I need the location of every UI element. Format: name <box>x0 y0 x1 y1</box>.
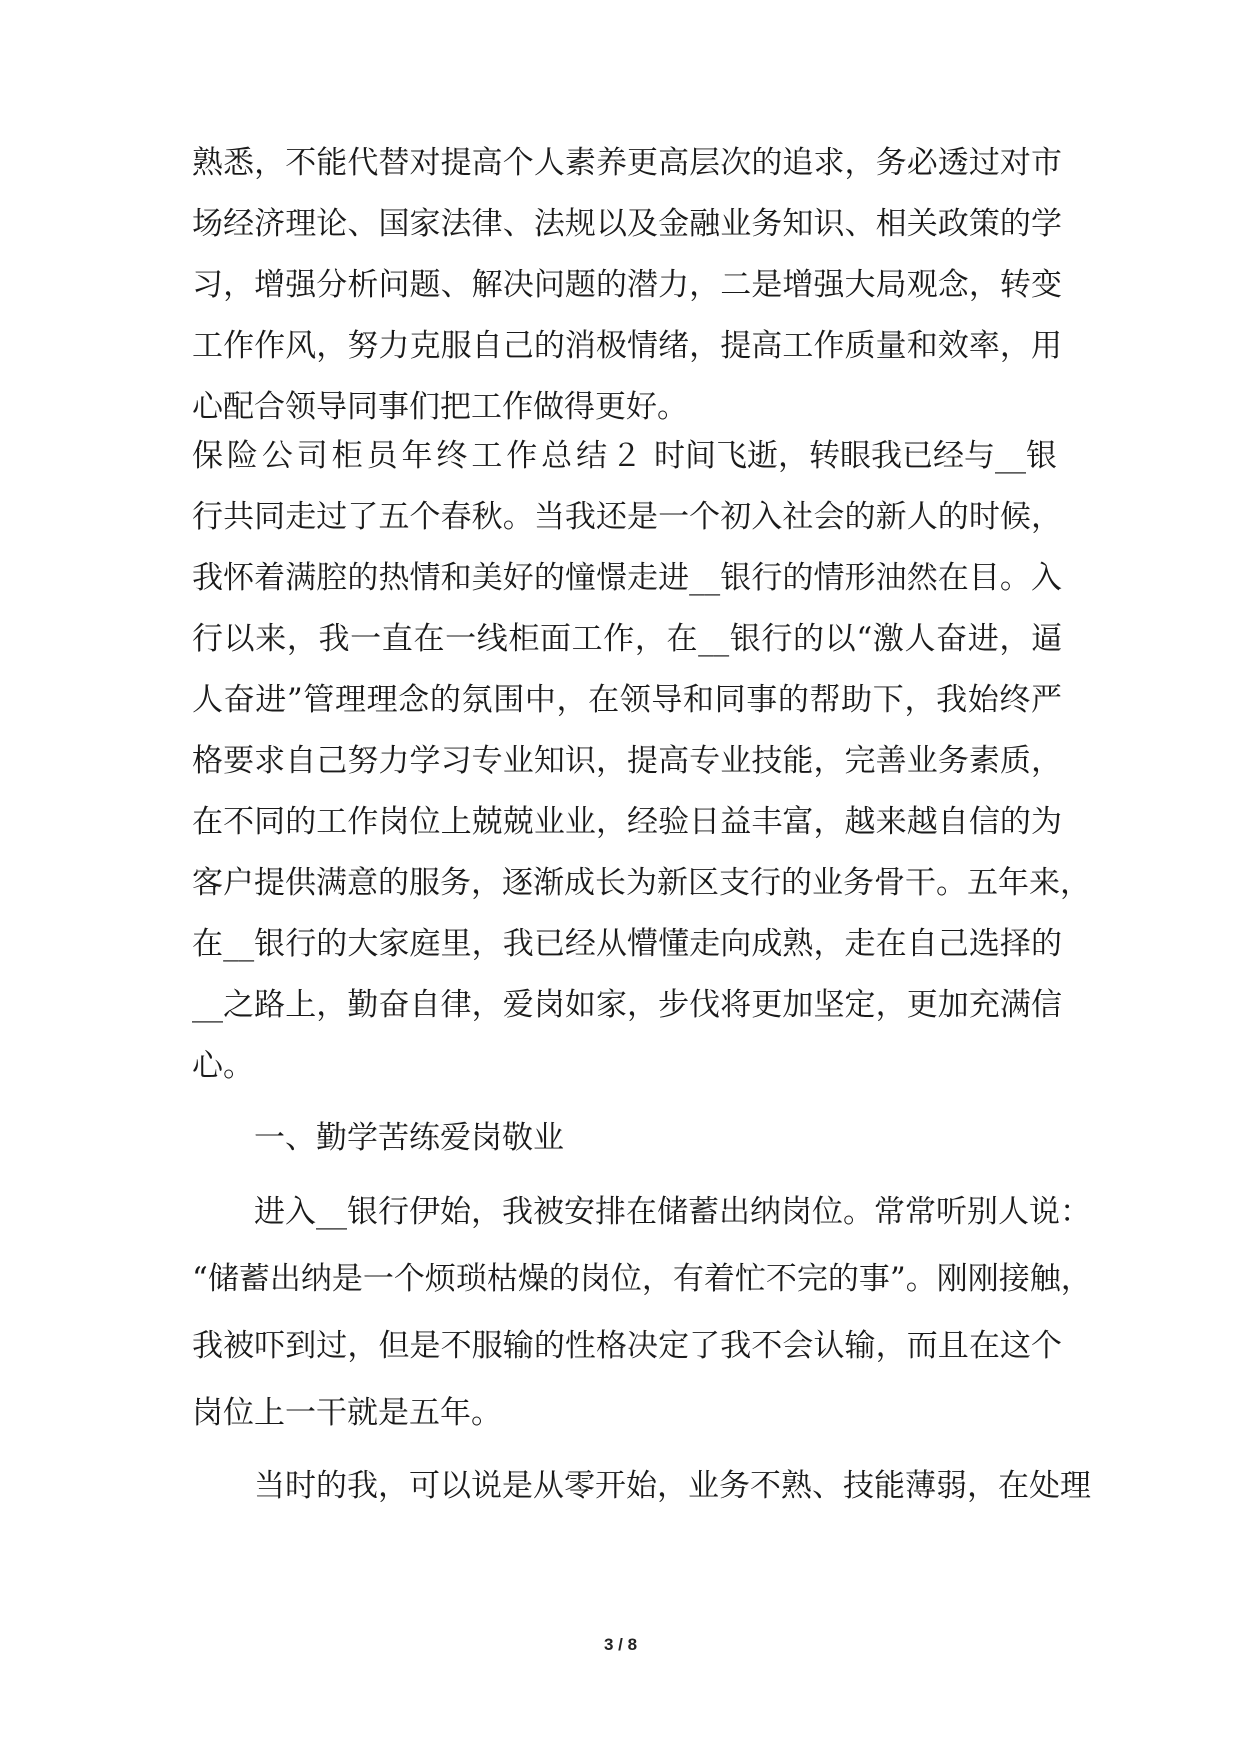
text-line: 客户提供满意的服务，逐渐成长为新区支行的业务骨干。五年来， <box>192 865 1091 901</box>
text-line: 格要求自己努力学习专业知识，提高专业技能，完善业务素质， <box>192 743 1062 779</box>
page-number: 3 / 8 <box>603 1635 638 1654</box>
text-line: 习，增强分析问题、解决问题的潜力，二是增强大局观念，转变 <box>192 267 1062 303</box>
text-line: 在不同的工作岗位上兢兢业业，经验日益丰富，越来越自信的为 <box>192 804 1062 840</box>
text-line: 岗位上一干就是五年。 <box>192 1395 502 1431</box>
section-first-line: 时间飞逝，转眼我已经与__银 <box>654 438 1057 474</box>
text-line: 心。 <box>192 1048 254 1084</box>
text-line: 行以来，我一直在一线柜面工作，在__银行的以“激人奋进，逼 <box>192 621 1062 657</box>
section-title: 保险公司柜员年终工作总结２ <box>192 438 642 474</box>
text-line: “储蓄出纳是一个烦琐枯燥的岗位，有着忙不完的事”。刚刚接触， <box>192 1261 1092 1297</box>
text-line: 场经济理论、国家法律、法规以及金融业务知识、相关政策的学 <box>192 206 1062 242</box>
text-line: 我被吓到过，但是不服输的性格决定了我不会认输，而且在这个 <box>192 1328 1062 1364</box>
text-line: 我怀着满腔的热情和美好的憧憬走进__银行的情形油然在目。入 <box>192 560 1062 596</box>
text-line: 人奋进”管理理念的氛围中，在领导和同事的帮助下，我始终严 <box>192 682 1062 718</box>
text-line: 心配合领导同事们把工作做得更好。 <box>192 389 688 425</box>
text-line: 进入__银行伊始，我被安排在储蓄出纳岗位。常常听别人说： <box>254 1194 1091 1230</box>
text-line: 行共同走过了五个春秋。当我还是一个初入社会的新人的时候， <box>192 499 1062 535</box>
text-line: 当时的我，可以说是从零开始，业务不熟、技能薄弱，在处理 <box>254 1468 1091 1504</box>
text-line: 在__银行的大家庭里，我已经从懵懂走向成熟，走在自己选择的 <box>192 926 1062 962</box>
text-line: 熟悉，不能代替对提高个人素养更高层次的追求，务必透过对市 <box>192 145 1062 181</box>
section-heading-line <box>192 436 1062 476</box>
text-line: __之路上，勤奋自律，爱岗如家，步伐将更加坚定，更加充满信 <box>192 987 1062 1023</box>
text-line: 工作作风，努力克服自己的消极情绪，提高工作质量和效率，用 <box>192 328 1062 364</box>
subheading: 一、勤学苦练爱岗敬业 <box>254 1120 564 1156</box>
